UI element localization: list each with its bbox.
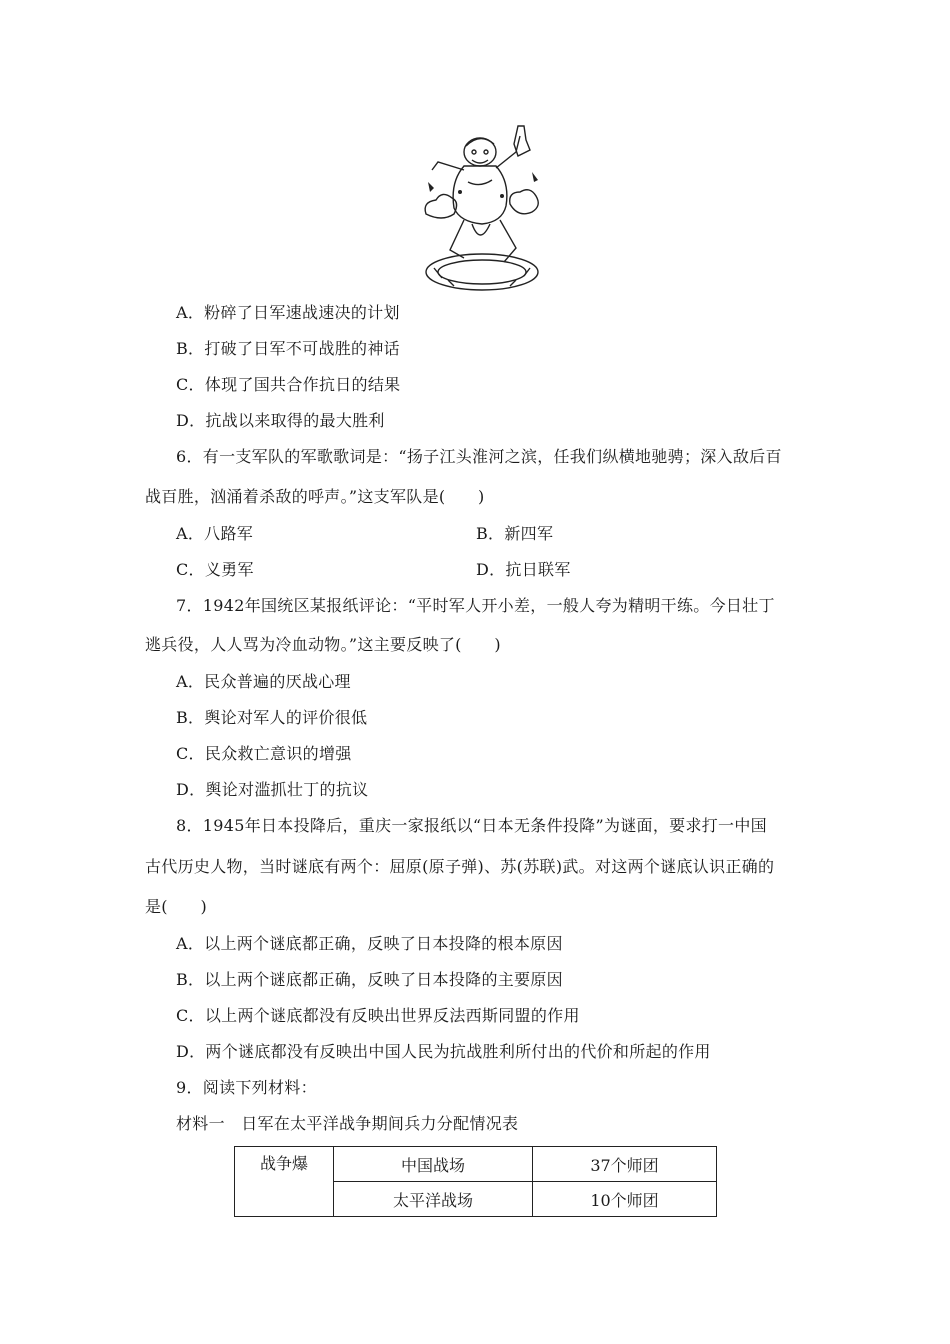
divisions-cell: 10个师团 <box>533 1182 717 1217</box>
q7-stem-line1: 7．1942年国统区某报纸评论：“平时军人开小差，一般人夸为精明干练。今日壮丁 <box>176 596 775 615</box>
cartoon-illustration <box>420 122 545 294</box>
q8-option-d: D．两个谜底都没有反映出中国人民为抗战胜利所付出的代价和所起的作用 <box>176 1042 711 1061</box>
q9-stem: 9．阅读下列材料： <box>176 1078 317 1097</box>
q5-option-a: A．粉碎了日军速战速决的计划 <box>176 303 400 322</box>
q8-stem-line2: 古代历史人物，当时谜底有两个：屈原(原子弹)、苏(苏联)武。对这两个谜底认识正确的 <box>145 857 775 876</box>
q8-stem-line3: 是( ) <box>145 897 207 916</box>
theater-cell: 中国战场 <box>334 1147 533 1182</box>
q8-option-c: C．以上两个谜底都没有反映出世界反法西斯同盟的作用 <box>176 1006 580 1025</box>
divisions-cell: 37个师团 <box>533 1147 717 1182</box>
q5-option-c: C．体现了国共合作抗日的结果 <box>176 375 401 394</box>
q8-option-a: A．以上两个谜底都正确，反映了日本投降的根本原因 <box>176 934 563 953</box>
q8-stem-line1: 8．1945年日本投降后，重庆一家报纸以“日本无条件投降”为谜面，要求打一中国 <box>176 816 767 835</box>
q7-stem-line2: 逃兵役，人人骂为冷血动物。”这主要反映了( ) <box>145 635 501 654</box>
q6-option-d: D．抗日联军 <box>476 560 571 579</box>
table-row <box>235 1147 717 1182</box>
q6-option-c: C．义勇军 <box>176 560 254 579</box>
theater-cell: 太平洋战场 <box>334 1182 533 1217</box>
q7-option-d: D．舆论对滥抓壮丁的抗议 <box>176 780 369 799</box>
period-cell: 战争爆 <box>235 1147 334 1217</box>
q6-stem-line1: 6．有一支军队的军歌歌词是：“扬子江头淮河之滨，任我们纵横地驰骋；深入敌后百 <box>176 447 782 466</box>
q7-option-b: B．舆论对军人的评价很低 <box>176 708 368 727</box>
q5-option-d: D．抗战以来取得的最大胜利 <box>176 411 385 430</box>
q5-option-b: B．打破了日军不可战胜的神话 <box>176 339 400 358</box>
q8-option-b: B．以上两个谜底都正确，反映了日本投降的主要原因 <box>176 970 563 989</box>
material1-title: 材料一 日军在太平洋战争期间兵力分配情况表 <box>176 1114 519 1133</box>
q6-option-b: B．新四军 <box>476 524 554 543</box>
q7-option-a: A．民众普遍的厌战心理 <box>176 672 351 691</box>
q6-stem-line2: 战百胜，汹涌着杀敌的呼声。”这支军队是( ) <box>145 487 485 506</box>
q6-option-a: A．八路军 <box>176 524 254 543</box>
troop-distribution-table <box>234 1146 717 1217</box>
q7-option-c: C．民众救亡意识的增强 <box>176 744 352 763</box>
